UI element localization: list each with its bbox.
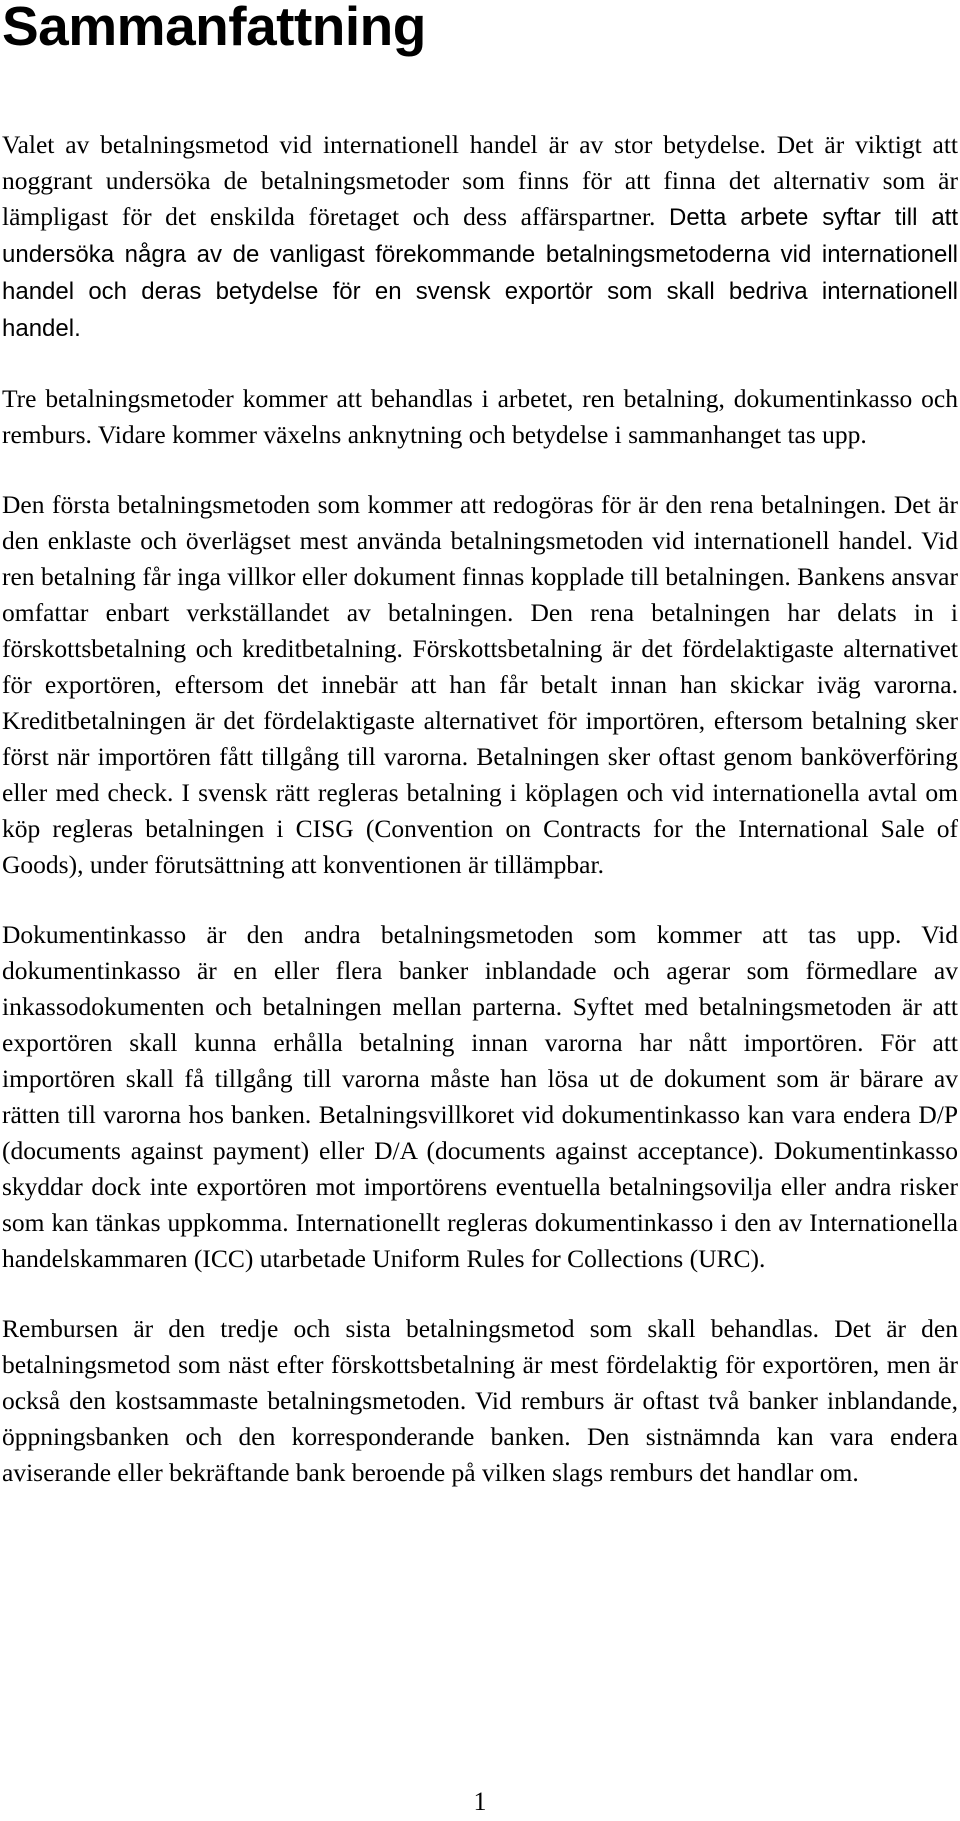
page-title: Sammanfattning [2,0,426,57]
paragraph-dokumentinkasso: Dokumentinkasso är den andra betalningsmetoden som kommer att tas upp. Vid dokumentinkasso är en eller flera banker inblandade och agerar som förmedlare av inkassodokumenten och betalningen mellan parterna. Syftet med betalningsmetoden är att exportören skall kunna erhålla betalning innan varorna har nått importören. För att importören skall få tillgång till varorna måste han lösa ut de dokument som är bärare av rätten till varorna hos banken. Betalningsvillkoret vid dokumentinkasso kan vara endera D/P (documents against payment) eller D/A (documents against acceptance). Dokumentinkasso skyddar dock inte exportören mot importörens eventuella betalningsovilja eller andra risker som kan tänkas uppkomma. Internationellt regleras dokumentinkasso i den av Internationella handelskammaren (ICC) utarbetade Uniform Rules for Collections (URC). [2,920,958,1273]
paragraph-remburs: Rembursen är den tredje och sista betalningsmetod som skall behandlas. Det är den betalningsmetod som näst efter förskottsbetalning är mest fördelaktig för exportören, men är också den kostsammaste betalningsmetoden. Vid remburs är oftast två banker inblandande, öppningsbanken och den korresponderande banken. Den sistnämnda kan vara endera aviserande eller bekräftande bank beroende på vilken slags remburs det handlar om. [2,1314,958,1487]
paragraph-ren-betalning: Den första betalningsmetoden som kommer att redogöras för är den rena betalningen. Det är den enklaste och överlägset mest använda betalningsmetoden vid internationell handel. Vid ren betalning får inga villkor eller dokument finnas kopplade till betalningen. Bankens ansvar omfattar enbart verkställandet av betalningen. Den rena betalningen har delats in i förskottsbetalning och kreditbetalning. Förskottsbetalning är det fördelaktigaste alternativet för exportören, eftersom det innebär att han får betalt innan han skickar iväg varorna. Kreditbetalningen är det fördelaktigaste alternativet för importören, eftersom betalning sker först när importören fått tillgång till varorna. Betalningen sker oftast genom banköverföring eller med check. I svensk rätt regleras betalning i köplagen och vid internationella avtal om köp regleras betalningen i CISG (Convention on Contracts for the International Sale of Goods), under förutsättning att konventionen är tillämpbar. [2,490,958,879]
document-body [2,127,958,1525]
page-number: 1 [473,1787,487,1816]
paragraph-intro [2,127,958,347]
paragraph-intro-purpose: Detta arbete syftar till att undersöka några av de vanligast förekommande betalningsmetoderna vid internationell handel och deras betydelse för en svensk exportör som skall bedriva internationell handel. [2,204,959,342]
paragraph-methods-overview: Tre betalningsmetoder kommer att behandlas i arbetet, ren betalning, dokumentinkasso och remburs. Vidare kommer växelns anknytning och betydelse i sammanhanget tas upp. [2,384,958,449]
paragraph-intro-lead: Valet av betalningsmetod vid internationell handel är av stor betydelse. Det är viktigt att noggrant undersöka de betalningsmetoder som finns för att finna det alternativ som är lämpligast för det enskilda företaget och dess affärspartner. [2,130,958,231]
